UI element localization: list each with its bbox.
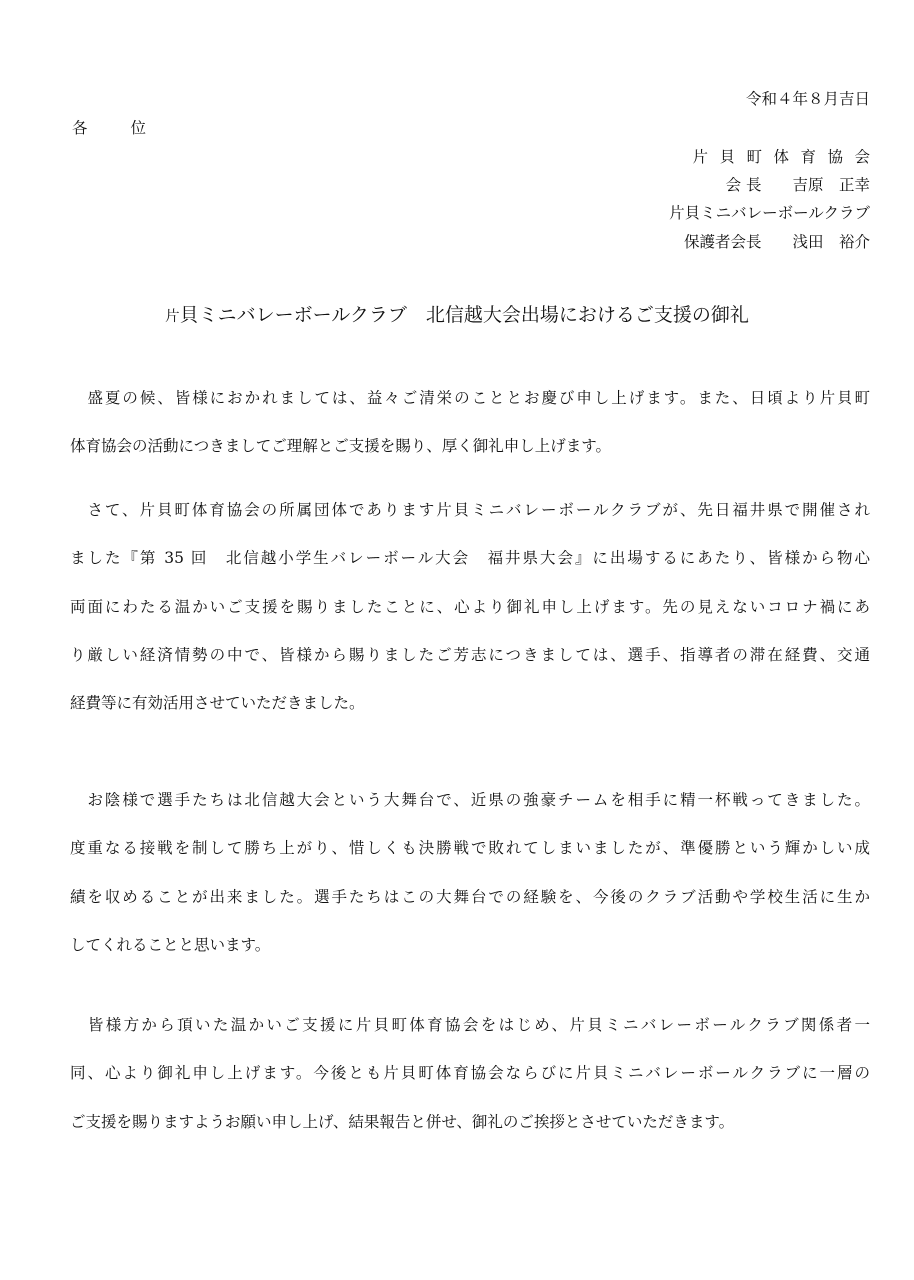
paragraph-closing <box>70 1013 870 1158</box>
title-prefix: 片 <box>165 309 180 325</box>
paragraph-line: ご支援を賜りますようお願い申し上げ、結果報告と併せ、御礼のご挨拶とさせていただきます。 <box>70 1112 735 1131</box>
addressee-part2: 位 <box>130 119 148 137</box>
paragraph-line: してくれることと思います。 <box>70 935 271 954</box>
addressee-part1: 各 <box>72 119 89 137</box>
sender-club: 片貝ミニバレーボールクラブ <box>669 204 870 222</box>
paragraph-results <box>70 788 870 981</box>
paragraph-line: 両面にわたる温かいご支援を賜りましたことに、心より御礼申し上げます。先の見えないコロナ禍にあ <box>70 597 870 616</box>
sender-organization: 片貝町体育協会 <box>692 148 882 166</box>
paragraph-thanks <box>70 498 870 739</box>
paragraph-line: 度重なる接戦を制して勝ち上がり、惜しくも決勝戦で敗れてしまいましたが、準優勝という輝かしい成 <box>70 839 870 858</box>
paragraph-line: お陰様で選手たちは北信越大会という大舞台で、近県の強豪チームを相手に精一杯戦ってきました。 <box>70 791 870 809</box>
sender-parents-president: 保護者会長 浅田 裕介 <box>683 233 870 251</box>
paragraph-line: 績を収めることが出来ました。選手たちはこの大舞台での経験を、今後のクラブ活動や学校生活に生か <box>70 887 870 906</box>
paragraph-line: 皆様方から頂いた温かいご支援に片貝町体育協会をはじめ、片貝ミニバレーボールクラブ関係者一 <box>70 1016 870 1034</box>
sender-president: 会 長 吉原 正幸 <box>725 176 870 194</box>
paragraph-line: 経費等に有効活用させていただきました。 <box>70 694 365 713</box>
title-main: 貝ミニバレーボールクラブ 北信越大会出場におけるご支援の御礼 <box>179 304 749 326</box>
letter-date: 令和４年８月吉日 <box>745 90 870 108</box>
paragraph-line: 体育協会の活動につきましてご理解とご支援を賜り、厚く御礼申し上げます。 <box>70 437 611 456</box>
letter-title <box>0 300 914 327</box>
paragraph-line: り厳しい経済情勢の中で、皆様から賜りましたご芳志につきましては、選手、指導者の滞在経費、交通 <box>70 645 870 664</box>
paragraph-line: 盛夏の候、皆様におかれましては、益々ご清栄のこととお慶び申し上げます。また、日頃より片貝町 <box>70 389 870 407</box>
paragraph-greeting <box>70 386 870 483</box>
addressee <box>72 116 147 138</box>
paragraph-line: ました『第 35 回 北信越小学生バレーボール大会 福井県大会』に出場するにあたり、皆様から物心 <box>70 549 870 568</box>
paragraph-line: 同、心より御礼申し上げます。今後とも片貝町体育協会ならびに片貝ミニバレーボールクラブに一層の <box>70 1064 870 1083</box>
paragraph-line: さて、片貝町体育協会の所属団体であります片貝ミニバレーボールクラブが、先日福井県で開催され <box>70 501 870 519</box>
